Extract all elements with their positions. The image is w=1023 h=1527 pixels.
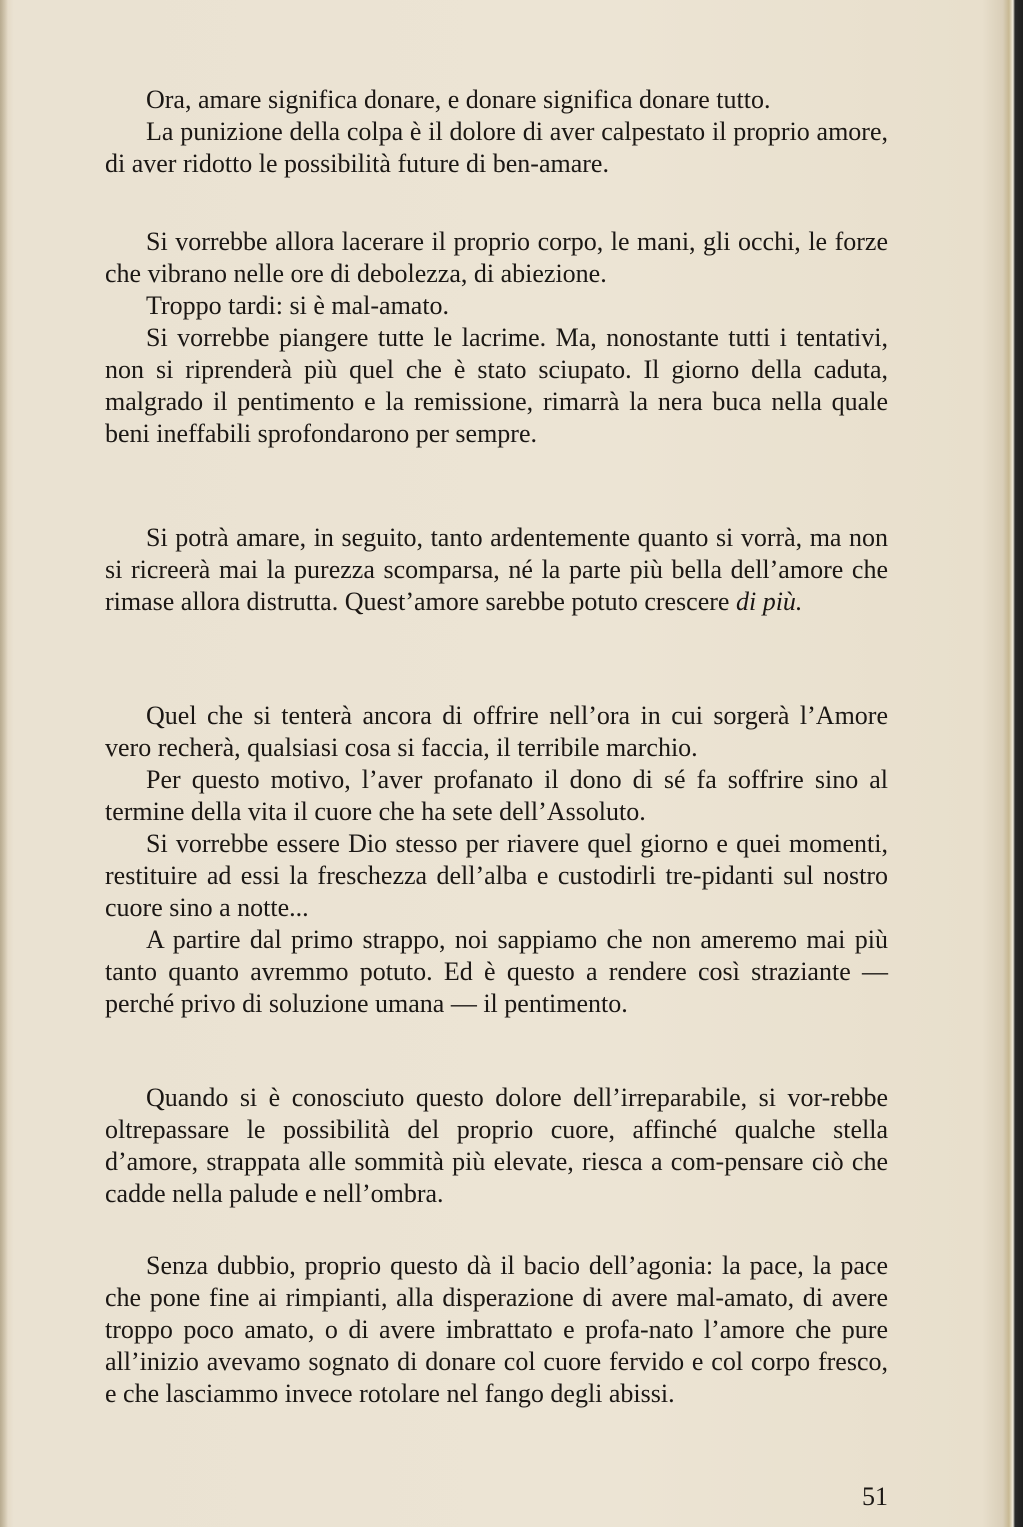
- paragraph: Senza dubbio, proprio questo dà il bacio dell’agonia: la pace, la pace che pone fine ai rimpianti, alla disperazione di avere mal-amato, di avere troppo poco amato, o di avere imbrattato e profa-nato l’amore che pure all’inizio avevamo sognato di donare col cuore fervido e col corpo fresco, e che lasciammo invece rotolare nel fango degli abissi.: [105, 1251, 888, 1408]
- paragraph: Quando si è conosciuto questo dolore dell’irreparabile, si vor-rebbe oltrepassare le possibilità del proprio cuore, affinché qualche stella d’amore, strappata alle sommità più elevate, riesca a com-pensare ciò che cadde nella palude e nell’ombra.: [105, 1083, 888, 1208]
- page-edge: [1003, 0, 1023, 1527]
- text-section-4: [105, 700, 888, 1020]
- italic-emphasis: di più.: [735, 587, 803, 616]
- paragraph: A partire dal primo strappo, noi sappiamo che non ameremo mai più tanto quanto avremmo potuto. Ed è questo a rendere così straziante —perché privo di soluzione umana — il pentimento.: [105, 925, 888, 1018]
- page-gutter-shadow: [0, 0, 8, 1527]
- text-section-5: [105, 1082, 888, 1210]
- paragraph: La punizione della colpa è il dolore di aver calpestato il proprio amore, di aver ridotto le possibilità future di ben-amare.: [105, 117, 888, 178]
- paragraph: [105, 522, 888, 618]
- page-number: 51: [862, 1482, 888, 1511]
- text-section-2: [105, 226, 888, 450]
- paragraph: Si vorrebbe essere Dio stesso per riavere quel giorno e quei momenti, restituire ad essi la freschezza dell’alba e custodirli tre-pidanti sul nostro cuore sino a notte...: [105, 829, 888, 922]
- text-section-1: [105, 84, 888, 180]
- paragraph: Si vorrebbe piangere tutte le lacrime. Ma, nonostante tutti i tentativi, non si riprenderà più quel che è stato sciupato. Il giorno della caduta, malgrado il pentimento e la remissione, rimarrà la nera buca nella quale beni ineffabili sprofondarono per sempre.: [105, 323, 888, 448]
- paragraph: Quel che si tenterà ancora di offrire nell’ora in cui sorgerà l’Amore vero recherà, qualsiasi cosa si faccia, il terribile marchio.: [105, 701, 888, 762]
- paragraph-text: Si potrà amare, in seguito, tanto ardentemente quanto si vorrà, ma non si ricreerà mai la purezza scomparsa, né la parte più bella dell’amore che rimase allora distrutta. Quest’amore sarebbe potuto crescere: [105, 523, 888, 616]
- paragraph: Per questo motivo, l’aver profanato il dono di sé fa soffrire sino al termine della vita il cuore che ha sete dell’Assoluto.: [105, 765, 888, 826]
- paragraph: Troppo tardi: si è mal-amato.: [146, 291, 450, 320]
- paragraph: Ora, amare significa donare, e donare significa donare tutto.: [146, 85, 771, 114]
- paragraph: Si vorrebbe allora lacerare il proprio corpo, le mani, gli occhi, le forze che vibrano nelle ore di debolezza, di abiezione.: [105, 227, 888, 288]
- text-section-6: [105, 1250, 888, 1410]
- text-section-3: [105, 522, 888, 618]
